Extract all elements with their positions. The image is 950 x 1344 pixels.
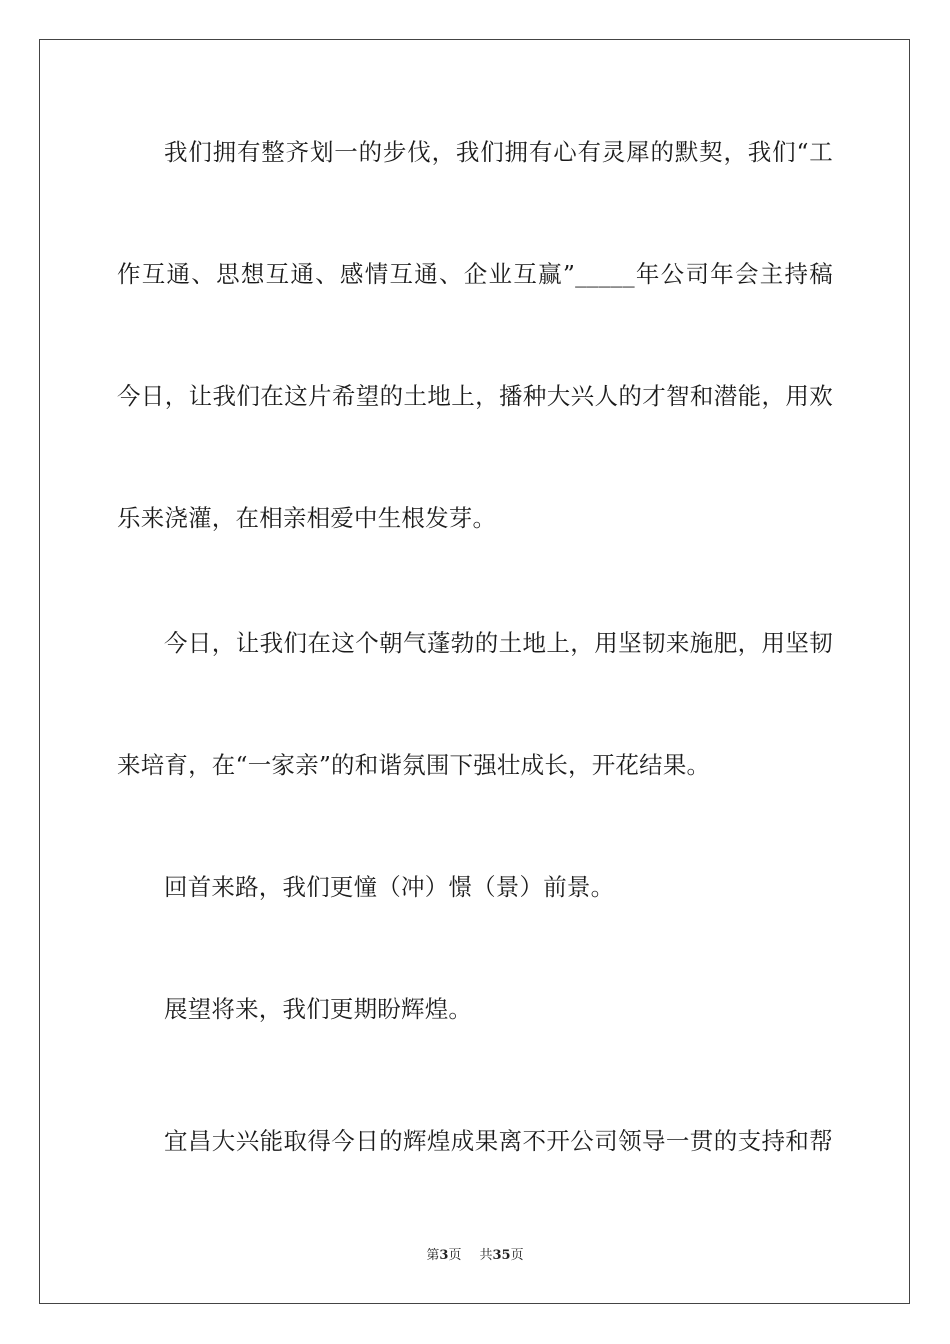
body-text-line: 我们拥有整齐划一的步伐，我们拥有心有灵犀的默契，我们“工: [164, 138, 833, 166]
page-suffix: 页: [448, 1248, 462, 1263]
total-pages: 35: [492, 1248, 511, 1263]
body-text-line: 今日，让我们在这个朝气蓬勃的土地上，用坚韧来施肥，用坚韧: [164, 629, 833, 657]
total-suffix: 页: [510, 1248, 524, 1263]
body-text-line: 来培育，在“一家亲”的和谐氛围下强壮成长，开花结果。: [117, 751, 711, 779]
body-text-line: 宜昌大兴能取得今日的辉煌成果离不开公司领导一贯的支持和帮: [164, 1127, 833, 1155]
page-prefix: 第: [426, 1248, 440, 1263]
total-prefix: 共: [479, 1248, 493, 1263]
body-text-line: 今日，让我们在这片希望的土地上，播种大兴人的才智和潜能，用欢: [117, 382, 833, 410]
body-text-line: 回首来路，我们更憧（冲）憬（景）前景。: [164, 873, 615, 901]
page-footer: [0, 1247, 950, 1265]
body-text-line: 作互通、思想互通、感情互通、企业互赢”_____年公司年会主持稿: [117, 260, 833, 288]
page-border: [39, 39, 910, 1304]
body-text-line: 展望将来，我们更期盼辉煌。: [164, 995, 473, 1023]
body-text-line: 乐来浇灌，在相亲相爱中生根发芽。: [117, 504, 497, 532]
page-number: 3: [439, 1248, 449, 1263]
